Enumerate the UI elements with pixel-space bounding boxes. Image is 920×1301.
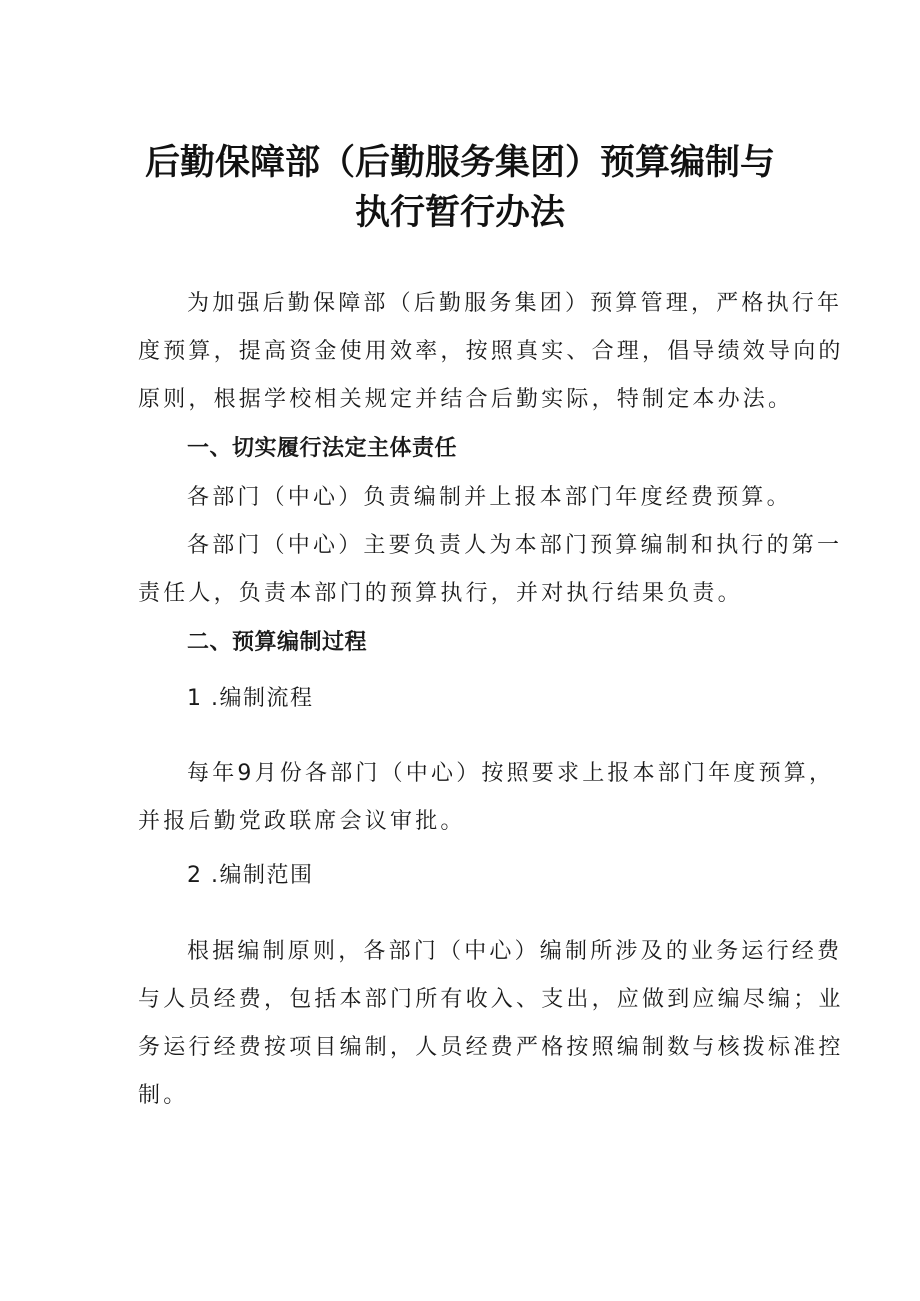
subsection-1-paragraph-line-1: 每年9月份各部门（中心）按照要求上报本部门年度预算，: [187, 761, 835, 786]
subsection-1-paragraph-line-2: 并报后勤党政联席会议审批。: [138, 809, 466, 834]
section-1-heading: 一、切实履行法定主体责任: [187, 436, 458, 461]
subsection-2-heading: 2 .编制范围: [187, 863, 314, 888]
section-1-paragraph-1: 各部门（中心）负责编制并上报本部门年度经费预算。: [187, 485, 792, 510]
subsection-2-paragraph-line-4: 制。: [138, 1083, 189, 1108]
subsection-1-heading: 1 .编制流程: [187, 686, 314, 711]
subsection-2-paragraph-line-1: 根据编制原则，各部门（中心）编制所涉及的业务运行经费: [187, 939, 843, 964]
document-title-line-1: 后勤保障部（后勤服务集团）预算编制与: [144, 143, 775, 183]
intro-line-2: 度预算，提高资金使用效率，按照真实、合理，倡导绩效导向的: [138, 339, 844, 364]
document-title-line-2: 执行暂行办法: [354, 193, 565, 233]
subsection-2-paragraph-line-2: 与人员经费，包括本部门所有收入、支出，应做到应编尽编；业: [138, 987, 844, 1012]
intro-line-3: 原则，根据学校相关规定并结合后勤实际，特制定本办法。: [138, 387, 794, 412]
section-1-paragraph-2-line-1: 各部门（中心）主要负责人为本部门预算编制和执行的第一: [187, 533, 843, 558]
section-2-heading: 二、预算编制过程: [187, 630, 368, 655]
intro-line-1: 为加强后勤保障部（后勤服务集团）预算管理，严格执行年: [187, 291, 843, 316]
subsection-2-paragraph-line-3: 务运行经费按项目编制，人员经费严格按照编制数与核拨标准控: [138, 1035, 844, 1060]
section-1-paragraph-2-line-2: 责任人，负责本部门的预算执行，并对执行结果负责。: [138, 581, 743, 606]
